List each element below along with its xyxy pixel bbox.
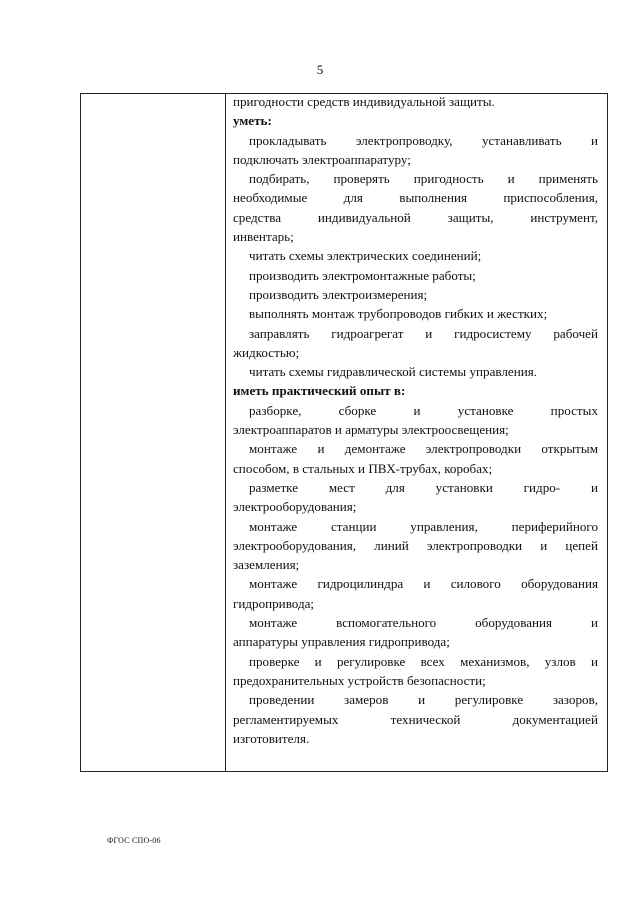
list-item-line: подключать электроаппаратуру; [233,151,411,167]
list-item-line: заземления; [233,557,300,573]
table-column-divider [225,93,226,772]
list-item-line: необходимые для выполнения приспособления, [233,190,598,206]
list-item-line: разметке мест для установки гидро- и [249,479,598,495]
list-item-line: читать схемы электрических соединений; [249,248,482,264]
section-heading-umet: уметь: [233,113,272,129]
list-item-line: монтаже вспомогательного оборудования и [249,615,598,631]
list-item-line: монтаже гидроцилиндра и силового оборудования [249,576,598,592]
list-item-line: гидропривода; [233,595,315,611]
list-item-line: жидкостью; [233,344,300,360]
list-item-line: производить электромонтажные работы; [249,267,476,283]
list-item-line: разборке, сборке и установке простых [249,402,598,418]
list-item-line: выполнять монтаж трубопроводов гибких и жестких; [249,306,548,322]
text-line: пригодности средств индивидуальной защиты. [233,94,495,109]
table-cell-content [233,92,598,748]
list-item-line: прокладывать электропроводку, устанавливать и [249,132,598,148]
list-item-line: электрооборудования; [233,499,357,515]
list-item-line: средства индивидуальной защиты, инструмент, [233,209,598,225]
page-number: 5 [316,62,324,77]
list-item-line: аппаратуры управления гидропривода; [233,634,450,650]
list-item-line: изготовителя. [233,730,310,746]
list-item-line: заправлять гидроагрегат и гидросистему рабочей [249,325,598,341]
list-item-line: регламентируемых технической документацией [233,711,598,727]
list-item-line: проведении замеров и регулировке зазоров, [249,692,598,708]
list-item-line: электроаппаратов и арматуры электроосвещения; [233,422,509,438]
list-item-line: инвентарь; [233,229,294,245]
list-item-line: способом, в стальных и ПВХ-трубах, коробах; [233,460,493,476]
list-item-line: производить электроизмерения; [249,286,428,302]
document-footer-code: ФГОС СПО-06 [107,836,161,845]
list-item-line: монтаже станции управления, периферийного [249,518,598,534]
section-heading-opyt: иметь практический опыт в: [233,383,406,399]
list-item-line: электрооборудования, линий электропроводки и цепей [233,537,598,553]
list-item-line: подбирать, проверять пригодность и применять [249,171,598,187]
list-item-line: читать схемы гидравлической системы управления. [249,364,538,380]
list-item-line: проверке и регулировке всех механизмов, узлов и [249,653,598,669]
list-item-line: предохранительных устройств безопасности; [233,672,486,688]
list-item-line: монтаже и демонтаже электропроводки открытым [249,441,598,457]
